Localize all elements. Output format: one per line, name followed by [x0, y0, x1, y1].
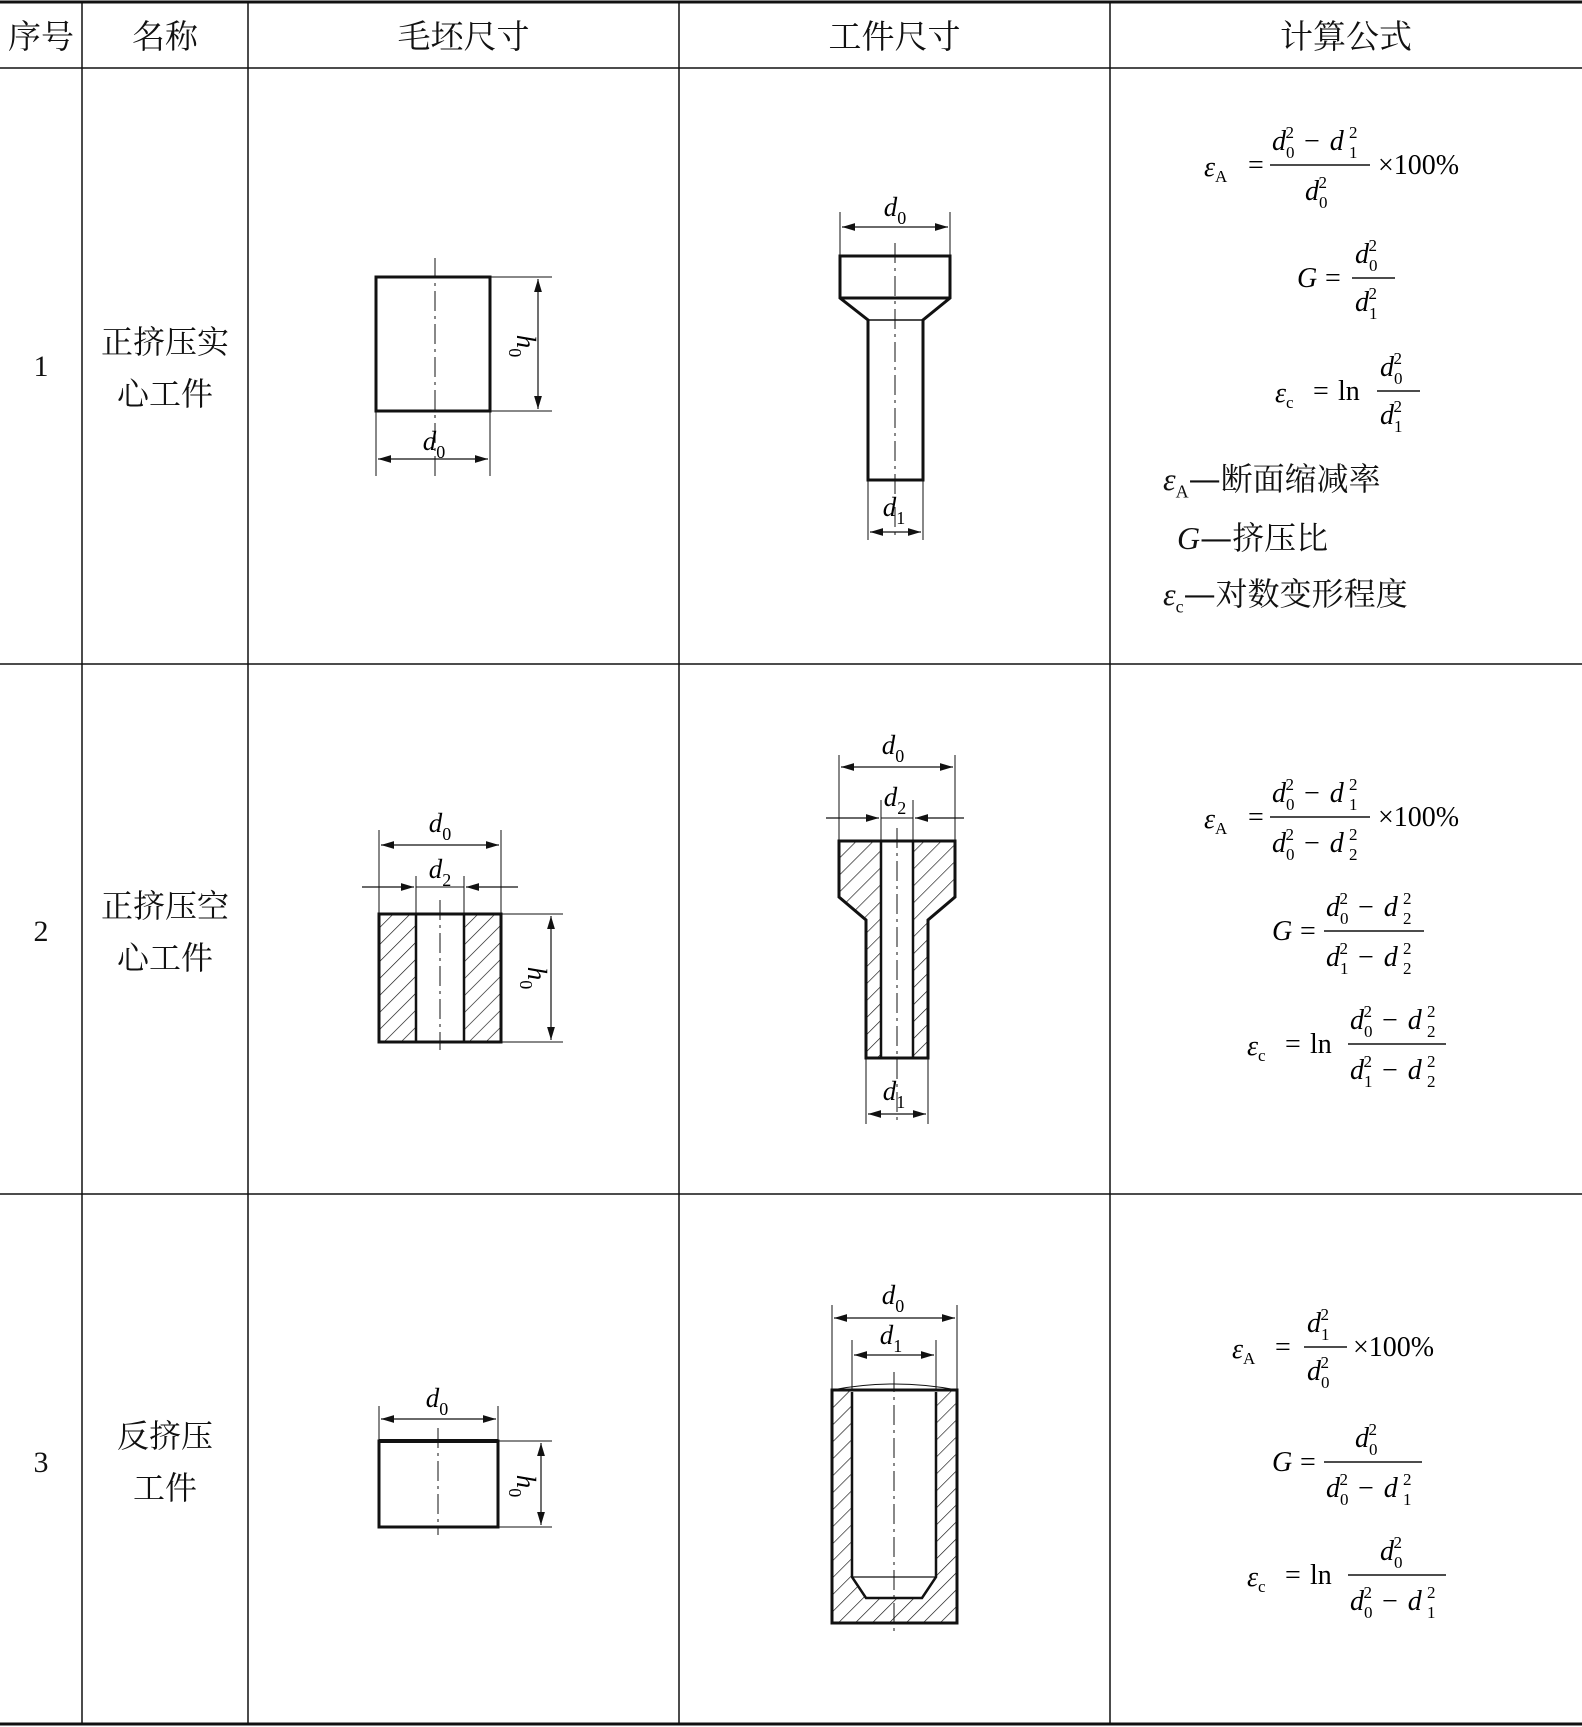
svg-text:=: =: [1285, 1560, 1301, 1591]
svg-text:=: =: [1248, 150, 1264, 181]
row-3-formula-epsC: [1247, 1533, 1446, 1622]
svg-text:=: =: [1248, 802, 1264, 833]
svg-text:2: 2: [1403, 909, 1412, 928]
svg-text:d02−d: $d_02 - d$: [1350, 1002, 1422, 1041]
legend-epsC: $\varepsilon_c—$对数变形程度: [1163, 575, 1408, 617]
svg-text:d12: $d_12$: [1380, 397, 1403, 436]
row-3-name-line2: 工件: [132, 1469, 197, 1507]
row-3-formula-G: [1272, 1420, 1422, 1509]
svg-text:1: 1: [1349, 795, 1358, 814]
svg-text:d12: $d_12$: [1307, 1305, 1330, 1344]
svg-text:=: =: [1300, 916, 1316, 947]
svg-text:2: 2: [1427, 1022, 1436, 1041]
svg-text:2: 2: [1403, 1470, 1412, 1489]
svg-text:1: 1: [1403, 1490, 1412, 1509]
svg-text:2: 2: [1349, 775, 1358, 794]
svg-text:εc: $\varepsilon_c$: [1275, 378, 1294, 412]
row-2-formula-epsC: [1247, 1002, 1446, 1091]
header-formula: 计算公式: [1280, 17, 1412, 56]
svg-text:d12−d: $d_12 - d$: [1350, 1052, 1422, 1091]
svg-text:2: 2: [1427, 1583, 1436, 1602]
row-2-formula-epsA: [1204, 775, 1459, 864]
row-1-index: 1: [33, 350, 49, 383]
row-2-name-line2: 心工件: [116, 939, 213, 977]
row-1-name-line2: 心工件: [116, 375, 213, 413]
svg-text:G: G: [1272, 916, 1293, 947]
svg-text:=: =: [1313, 376, 1329, 407]
legend-G: G—挤压比: [1177, 519, 1329, 557]
svg-text:d02−d: $d_02 - d$: [1272, 775, 1344, 814]
header-part-size: 工件尺寸: [828, 17, 961, 56]
svg-text:=: =: [1325, 263, 1341, 294]
row-1-part-d0-label: $d_0$: [883, 192, 907, 228]
svg-text:×100%: ×100%: [1353, 1332, 1435, 1363]
svg-text:d02: $d_02$: [1305, 173, 1328, 212]
svg-text:2: 2: [1403, 889, 1412, 908]
row-2-part-d1-label: $d_1$: [882, 1076, 906, 1112]
svg-text:εc: $\varepsilon_c$: [1247, 1031, 1266, 1065]
row-2-index: 2: [33, 915, 49, 948]
row-1-formula-epsC: [1275, 349, 1420, 436]
svg-text:d02−d: $d_02 - d$: [1272, 825, 1344, 864]
row-2-blank-d2-label: $d_2$: [428, 854, 452, 890]
svg-text:2: 2: [1349, 845, 1358, 864]
svg-text:εA: $\varepsilon_A$: [1232, 1334, 1256, 1368]
svg-text:2: 2: [1403, 959, 1412, 978]
row-1-formula-G: [1297, 236, 1395, 323]
row-2-blank-h0-label: $h_0$: [516, 966, 552, 990]
row-2-blank-d0-label: $d_0$: [428, 808, 452, 844]
svg-text:2: 2: [1427, 1072, 1436, 1091]
svg-text:=: =: [1285, 1029, 1301, 1060]
header-name: 名称: [132, 17, 198, 56]
svg-text:G: G: [1297, 263, 1318, 294]
legend-epsA: $\varepsilon_A—$断面缩减率: [1163, 460, 1381, 502]
row-3-part-d1-label: $d_1$: [879, 1320, 903, 1356]
row-3-formula-epsA: [1232, 1305, 1434, 1392]
svg-text:2: 2: [1427, 1052, 1436, 1071]
row-3-name-line1: 反挤压: [116, 1417, 213, 1455]
row-2-part-d0-label: $d_0$: [881, 730, 905, 766]
svg-text:d02−d: $d_02 - d$: [1326, 889, 1398, 928]
svg-text:εA: $\varepsilon_A$: [1204, 152, 1228, 186]
svg-text:1: 1: [1427, 1603, 1436, 1622]
svg-text:εc: $\varepsilon_c$: [1247, 1562, 1266, 1596]
row-3-part-d0-label: $d_0$: [881, 1280, 905, 1316]
svg-text:d02−d: $d_02 - d$: [1326, 1470, 1398, 1509]
header-blank-size: 毛坯尺寸: [397, 17, 530, 56]
svg-text:2: 2: [1349, 825, 1358, 844]
svg-text:ln: ln: [1310, 1560, 1332, 1591]
svg-text:1: 1: [1349, 143, 1358, 162]
svg-text:ln: ln: [1310, 1029, 1332, 1060]
svg-text:d02: $d_02$: [1380, 1533, 1403, 1572]
svg-text:2: 2: [1349, 123, 1358, 142]
header-index: 序号: [8, 17, 74, 56]
svg-text:=: =: [1275, 1332, 1291, 1363]
row-1-blank-d0-label: $d_0$: [422, 426, 446, 462]
row-3-blank-d0-label: $d_0$: [425, 1383, 449, 1419]
row-2-formula-G: [1272, 889, 1424, 978]
row-2-part-d2-label: $d_2$: [883, 782, 907, 818]
svg-text:d02−d: $d_02 - d$: [1272, 123, 1344, 162]
row-3-blank-h0-label: $h_0$: [505, 1474, 541, 1498]
row-3-index: 3: [33, 1446, 49, 1479]
svg-text:d02: $d_02$: [1380, 349, 1403, 388]
svg-text:d02: $d_02$: [1307, 1353, 1330, 1392]
row-1-part-d1-label: $d_1$: [882, 492, 906, 528]
svg-text:G: G: [1272, 1447, 1293, 1478]
row-1-blank-h0-label: $h_0$: [505, 334, 541, 358]
svg-text:d12−d: $d_12 - d$: [1326, 939, 1398, 978]
svg-text:εA: $\varepsilon_A$: [1204, 804, 1228, 838]
svg-text:2: 2: [1403, 939, 1412, 958]
svg-text:ln: ln: [1338, 376, 1360, 407]
row-1-formula-epsA: [1204, 123, 1459, 212]
svg-text:2: 2: [1427, 1002, 1436, 1021]
row-2-name-line1: 正挤压空: [100, 887, 229, 925]
svg-text:d02: $d_02$: [1355, 236, 1378, 275]
svg-text:d12: $d_12$: [1355, 284, 1378, 323]
svg-text:=: =: [1300, 1447, 1316, 1478]
svg-text:×100%: ×100%: [1378, 802, 1460, 833]
svg-text:d02: $d_02$: [1355, 1420, 1378, 1459]
svg-text:×100%: ×100%: [1378, 150, 1460, 181]
row-1-name-line1: 正挤压实: [100, 323, 229, 361]
svg-text:d02−d: $d_02 - d$: [1350, 1583, 1422, 1622]
